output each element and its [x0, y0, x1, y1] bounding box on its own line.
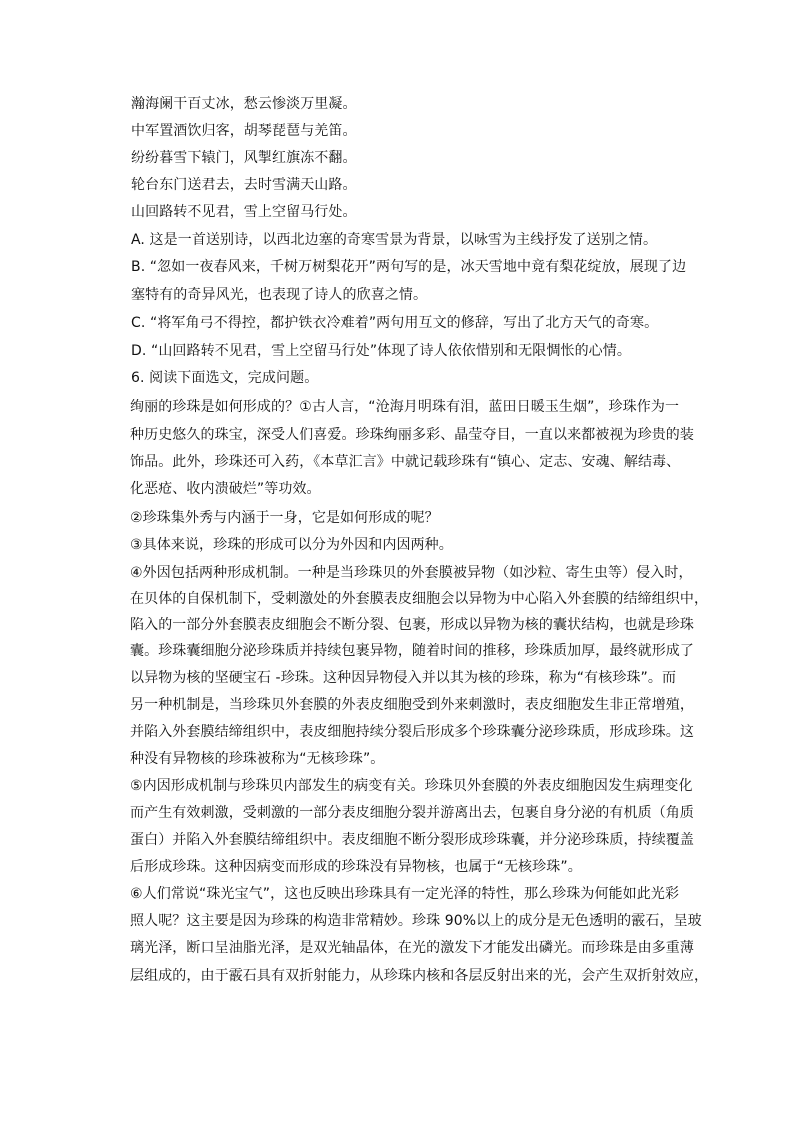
passage-line: 在贝体的自保机制下，受刺激处的外套膜表皮细胞会以异物为中心陷入外套膜的结缔组织中， [130, 591, 709, 607]
passage-line: 另一种机制是，当珍珠贝外套膜的外表皮细胞受到外来刺激时，表皮细胞发生非正常增殖， [130, 697, 694, 713]
passage-line: 囊。珍珠囊细胞分泌珍珠质并持续包裹异物，随着时间的推移，珍珠质加厚，最终就形成了 [130, 643, 694, 659]
passage-line: 绚丽的珍珠是如何形成的？①古人言，“沧海月明珠有泪，蓝田日暖玉生烟”，珍珠作为一 [130, 399, 680, 415]
poem-line: 中军置酒饮归客，胡琴琵琶与羌笛。 [131, 123, 357, 139]
passage-line: ③具体来说，珍珠的形成可以分为外因和内因两种。 [130, 537, 453, 553]
passage-line: 并陷入外套膜结缔组织中，表皮细胞持续分裂后形成多个珍珠囊分泌珍珠质，形成珍珠。这 [130, 724, 694, 740]
option-b-continued: 塞特有的奇异风光，也表现了诗人的欣喜之情。 [131, 287, 428, 303]
passage-line: 种历史悠久的珠宝，深受人们喜爱。珍珠绚丽多彩、晶莹夺目，一直以来都被视为珍贵的装 [130, 427, 694, 443]
passage-line: ⑤内因形成机制与珍珠贝内部发生的病变有关。珍珠贝外套膜的外表皮细胞因发生病理变化 [130, 778, 693, 794]
passage-line: 层组成的，由于霰石具有双折射能力，从珍珠内核和各层反射出来的光，会产生双折射效应， [130, 968, 709, 984]
passage-line: 璃光泽，断口呈油脂光泽，是双光轴晶体，在光的激发下才能发出磷光。而珍珠是由多重薄 [130, 940, 694, 956]
option-d: D. “山回路转不见君，雪上空留马行处”体现了诗人依依惜别和无限惆怅的心情。 [131, 343, 631, 359]
option-c: C. “将军角弓不得控，都护铁衣冷难着”两句用互文的修辞，写出了北方天气的奇寒。 [131, 315, 659, 331]
poem-line: 纷纷暮雪下辕门，风掣红旗冻不翻。 [131, 150, 357, 166]
passage-line: ②珍珠集外秀与内涵于一身，它是如何形成的呢？ [130, 510, 439, 526]
passage-line: ⑥人们常说“珠光宝气”，这也反映出珍珠具有一定光泽的特性，那么珍珠为何能如此光彩 [130, 886, 680, 902]
passage-line: 后形成珍珠。这种因病变而形成的珍珠没有异物核，也属于“无核珍珠”。 [130, 859, 582, 875]
question-heading: 6. 阅读下面选文，完成问题。 [131, 370, 319, 386]
poem-line: 山回路转不见君，雪上空留马行处。 [131, 204, 357, 220]
passage-line: 照人呢？这主要是因为珍珠的构造非常精妙。珍珠 90%以上的成分是无色透明的霰石，呈玻 [130, 913, 702, 929]
passage-line: 化恶疮、收内溃破烂”等功效。 [130, 481, 321, 497]
passage-line: 蛋白）并陷入外套膜结缔组织中。表皮细胞不断分裂形成珍珠囊，并分泌珍珠质，持续覆盖 [130, 832, 694, 848]
option-b: B. “忽如一夜春风来，千树万树梨花开”两句写的是，冰天雪地中竟有梨花绽放，展现了边 [131, 259, 687, 275]
poem-line: 轮台东门送君去，去时雪满天山路。 [131, 177, 357, 193]
option-a: A. 这是一首送别诗，以西北边塞的奇寒雪景为背景，以咏雪为主线抒发了送别之情。 [131, 232, 658, 248]
passage-line: ④外因包括两种形成机制。一种是当珍珠贝的外套膜被异物（如沙粒、寄生虫等）侵入时， [130, 565, 693, 581]
passage-line: 种没有异物核的珍珠被称为“无核珍珠”。 [130, 751, 385, 767]
poem-line: 瀚海阑干百丈冰，愁云惨淡万里凝。 [131, 96, 357, 112]
passage-line: 以异物为核的坚硬宝石 -珍珠。这种因异物侵入并以其为核的珍珠，称为“有核珍珠”。而 [130, 670, 677, 686]
passage-line: 而产生有效刺激，受刺激的一部分表皮细胞分裂并游离出去，包裹自身分泌的有机质（角质 [130, 805, 694, 821]
passage-line: 饰品。此外，珍珠还可入药，《本草汇言》中就记载珍珠有“镇心、定志、安魂、解结毒、 [130, 454, 681, 470]
passage-line: 陷入的一部分外套膜表皮细胞会不断分裂、包裹，形成以异物为核的囊状结构，也就是珍珠 [130, 617, 694, 633]
